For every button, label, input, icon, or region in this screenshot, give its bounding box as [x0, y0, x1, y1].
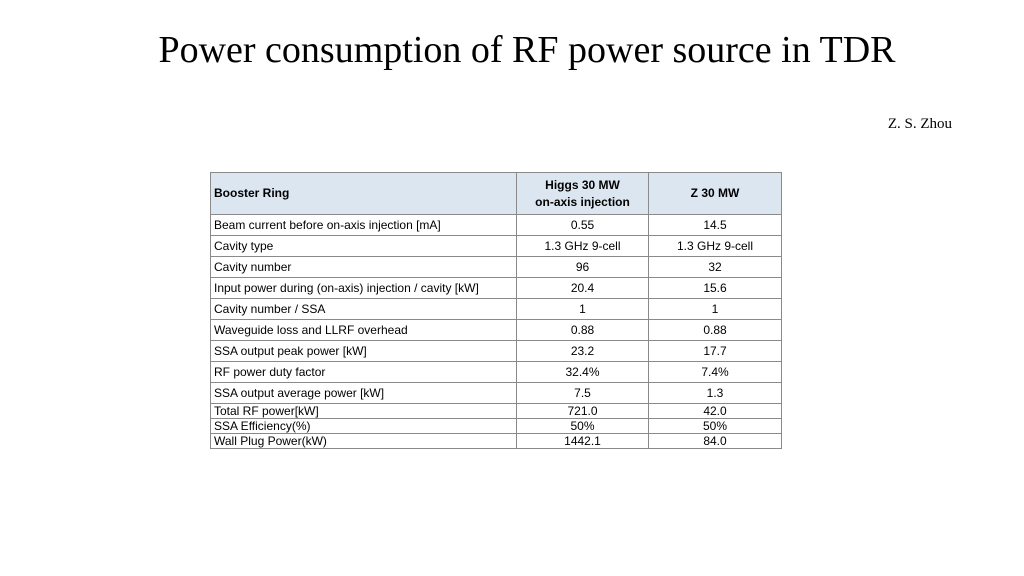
z-value: 84.0 — [649, 434, 782, 449]
rf-power-table-container — [210, 172, 781, 449]
header-higgs-line2: on-axis injection — [535, 194, 630, 209]
higgs-value: 0.88 — [517, 320, 649, 341]
row-label: Waveguide loss and LLRF overhead — [211, 320, 517, 341]
higgs-value: 20.4 — [517, 278, 649, 299]
z-value: 50% — [649, 419, 782, 434]
table-row — [211, 383, 782, 404]
author-name: Z. S. Zhou — [887, 116, 952, 132]
z-value: 0.88 — [649, 320, 782, 341]
table-row — [211, 341, 782, 362]
higgs-value: 7.5 — [517, 383, 649, 404]
z-value: 14.5 — [649, 215, 782, 236]
table-row — [211, 215, 782, 236]
higgs-value: 96 — [517, 257, 649, 278]
row-label: SSA output average power [kW] — [211, 383, 517, 404]
table-row — [211, 320, 782, 341]
higgs-value: 721.0 — [517, 404, 649, 419]
z-value: 1.3 GHz 9-cell — [649, 236, 782, 257]
table-body — [211, 215, 782, 449]
header-higgs — [517, 173, 649, 215]
header-booster-ring: Booster Ring — [211, 173, 517, 215]
row-label: Cavity type — [211, 236, 517, 257]
z-value: 1 — [649, 299, 782, 320]
slide-title: Power consumption of RF power source in TDR — [158, 29, 896, 71]
z-value: 32 — [649, 257, 782, 278]
z-value: 42.0 — [649, 404, 782, 419]
row-label: Total RF power[kW] — [211, 404, 517, 419]
row-label: Input power during (on-axis) injection / cavity [kW] — [211, 278, 517, 299]
header-row — [211, 173, 782, 215]
table-row — [211, 278, 782, 299]
row-label: Wall Plug Power(kW) — [211, 434, 517, 449]
higgs-value: 0.55 — [517, 215, 649, 236]
header-higgs-line1: Higgs 30 MW — [545, 177, 620, 192]
header-z: Z 30 MW — [649, 173, 782, 215]
z-value: 17.7 — [649, 341, 782, 362]
table-row — [211, 236, 782, 257]
row-label: RF power duty factor — [211, 362, 517, 383]
table-header — [211, 173, 782, 215]
higgs-value: 1 — [517, 299, 649, 320]
higgs-value: 1.3 GHz 9-cell — [517, 236, 649, 257]
rf-power-table — [210, 172, 782, 449]
higgs-value: 32.4% — [517, 362, 649, 383]
row-label: Cavity number — [211, 257, 517, 278]
row-label: SSA Efficiency(%) — [211, 419, 517, 434]
table-row — [211, 362, 782, 383]
table-row — [211, 404, 782, 419]
z-value: 7.4% — [649, 362, 782, 383]
higgs-value: 1442.1 — [517, 434, 649, 449]
z-value: 1.3 — [649, 383, 782, 404]
table-row — [211, 257, 782, 278]
higgs-value: 50% — [517, 419, 649, 434]
row-label: Beam current before on-axis injection [mA] — [211, 215, 517, 236]
table-row — [211, 419, 782, 434]
row-label: Cavity number / SSA — [211, 299, 517, 320]
table-row — [211, 299, 782, 320]
z-value: 15.6 — [649, 278, 782, 299]
higgs-value: 23.2 — [517, 341, 649, 362]
table-row — [211, 434, 782, 449]
row-label: SSA output peak power [kW] — [211, 341, 517, 362]
